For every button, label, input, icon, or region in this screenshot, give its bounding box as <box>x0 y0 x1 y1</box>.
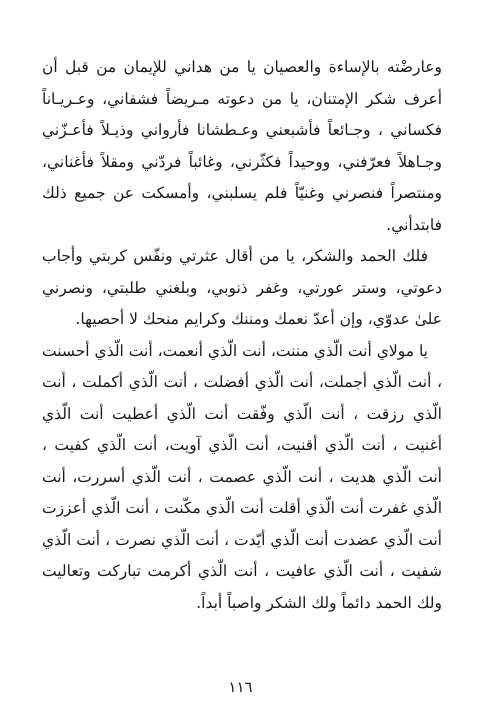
page-number: ١١٦ <box>228 678 253 696</box>
body-text <box>42 52 442 619</box>
paragraph-3: يا مولاي أنت الّذي مننت، أنت الّذي أنعمت، أنت الّذي أحسنت ، أنت الّذي أجملت، أنت الّذي أفضلت ، أنت الّذي أكملت ، أنت الّذي رزقت ، أنت الّذي وفّقت أنت الّذي أعطيت أنت الّذي أغنيت ، أنت الّذي أقنيت، أنت الّذي آويت، أنت الّذي كفيت ، أنت الّذي هديت ، أنت الّذي عصمت ، أنت الّذي أسررت، أنت الّذي غفرت أنت الّذي أقلت أنت الّذي مكّنت ، أنت الّذي أعززت أنت الّذي عضدت أنت الّذي أيّدت ، أنت الّذي نصرت ، أنت الّذي شفيت ، أنت الّذي عافيت ، أنت الّذي أكرمت تباركت وتعاليت ولك الحمد دائماً ولك الشكر واصباً أبداً. <box>41 341 442 612</box>
paragraph-1: وعارضْته بالإساءة والعصيان يا من هداني للإيمان من قبل أن أعرف شكر الإمتنان، يا من دعوته مـريضاً فشفاني، وعـريـاناً فكساني ، وجـائعاً فأشبعني وعـطشانا فأرواني وذيـلاً فأعـزّني وجـاهلاً فعرّفني، ووحيداً فكثّرني، وغائباً فردّني ومقلاً فأغناني، ومنتصراً فنصرني وغنيّاً فلم يسلبني، وأمسكت عن جميع ذلك فابتدأني. <box>42 58 442 234</box>
paragraph-2: فلك الحمد والشكر، يا من أقال عثرتي ونفّس كربتي وأجاب دعوتي، وستر عورتي، وغفر ذنوبي، وبلغني طلبتي، ونصرني علىٰ عدوّي، وإن أعدّ نعمك ومننك وكرايم منحك لا أحصيها. <box>42 247 442 328</box>
